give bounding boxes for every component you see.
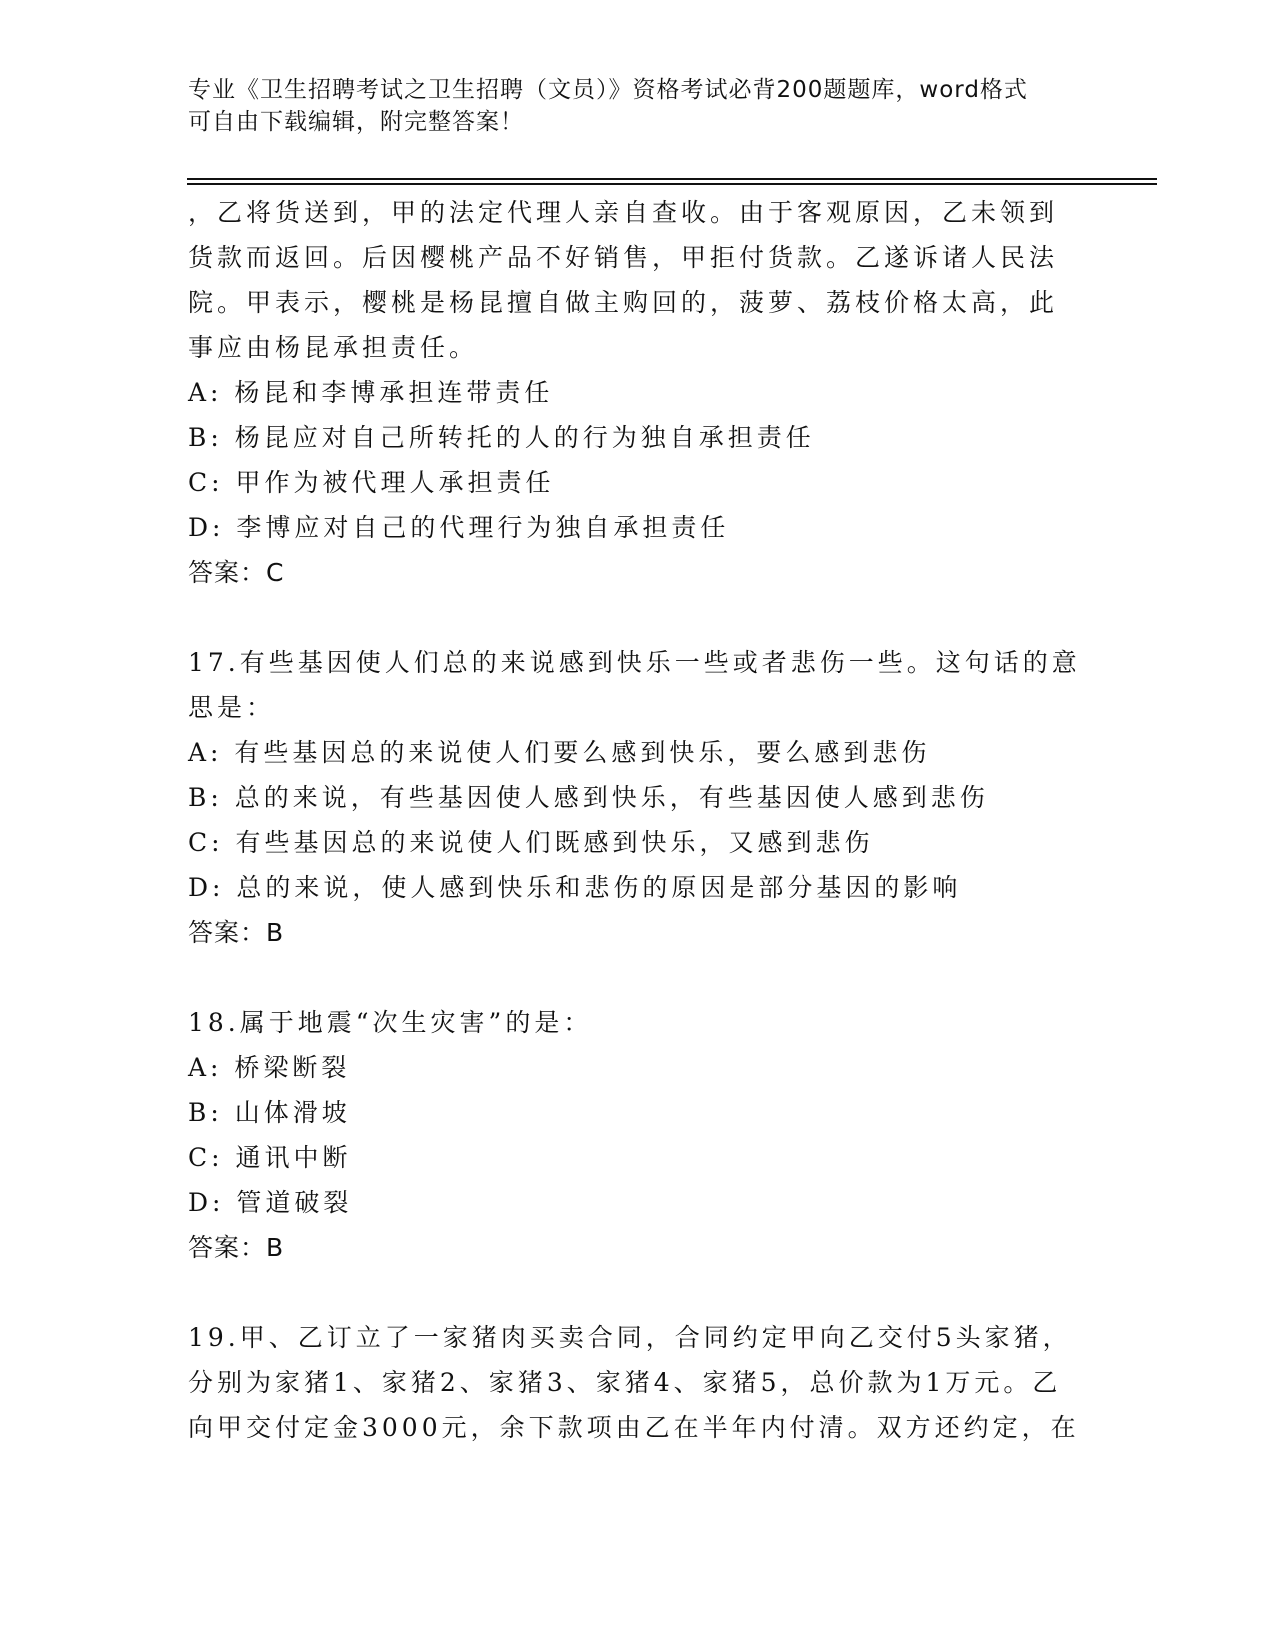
question-16-option-d: D: 李博应对自己的代理行为独自承担责任 [188, 513, 730, 542]
question-17-option-d: D: 总的来说，使人感到快乐和悲伤的原因是部分基因的影响 [188, 873, 962, 902]
question-18-option-a: A: 桥梁断裂 [188, 1053, 351, 1082]
question-18-option-c: C: 通讯中断 [188, 1143, 352, 1172]
question-17-text-line: 思是： [188, 693, 276, 722]
question-18-option-b: B: 山体滑坡 [188, 1098, 351, 1127]
question-18 [188, 1000, 1088, 1270]
section-spacer [188, 955, 1088, 1000]
question-17-text-line: 17.有些基因使人们总的来说感到快乐一些或者悲伤一些。这句话的意 [188, 648, 1081, 677]
question-19 [188, 1315, 1088, 1450]
question-19-text-line: 分别为家猪1、家猪2、家猪3、家猪4、家猪5，总价款为1万元。乙 [188, 1368, 1062, 1397]
question-16-text-line: 事应由杨昆承担责任。 [188, 333, 479, 362]
question-17-option-b: B: 总的来说，有些基因使人感到快乐，有些基因使人感到悲伤 [188, 783, 989, 812]
question-16-option-c: C: 甲作为被代理人承担责任 [188, 468, 555, 497]
question-19-text-line: 19.甲、乙订立了一家猪肉买卖合同，合同约定甲向乙交付5头家猪， [188, 1323, 1072, 1352]
section-spacer [188, 595, 1088, 640]
question-16 [188, 190, 1088, 595]
question-16-option-b: B: 杨昆应对自己所转托的人的行为独自承担责任 [188, 423, 815, 452]
question-18-answer: 答案：B [188, 1233, 285, 1262]
header-title-line-1: 专业《卫生招聘考试之卫生招聘（文员）》资格考试必背200题题库，word格式 [188, 77, 1028, 103]
question-18-option-d: D: 管道破裂 [188, 1188, 353, 1217]
header-divider-bottom [187, 183, 1157, 185]
document-header [188, 74, 1088, 138]
question-16-text-line: 货款而返回。后因樱桃产品不好销售，甲拒付货款。乙遂诉诸人民法 [188, 243, 1059, 272]
question-18-text-line: 18.属于地震“次生灾害”的是： [188, 1008, 593, 1037]
question-16-text-line: 院。甲表示，樱桃是杨昆擅自做主购回的，菠萝、荔枝价格太高，此 [188, 288, 1059, 317]
header-title-line-2: 可自由下载编辑，附完整答案！ [188, 109, 524, 135]
question-16-answer: 答案：C [188, 558, 285, 587]
question-17 [188, 640, 1088, 955]
header-divider-top [187, 178, 1157, 180]
question-17-answer: 答案：B [188, 918, 285, 947]
question-16-option-a: A: 杨昆和李博承担连带责任 [188, 378, 554, 407]
section-spacer [188, 1270, 1088, 1315]
question-19-text-line: 向甲交付定金3000元，余下款项由乙在半年内付清。双方还约定，在 [188, 1413, 1080, 1442]
question-16-text-line: ，乙将货送到，甲的法定代理人亲自查收。由于客观原因，乙未领到 [188, 198, 1059, 227]
question-content [188, 190, 1088, 1450]
question-17-option-c: C: 有些基因总的来说使人们既感到快乐，又感到悲伤 [188, 828, 874, 857]
question-17-option-a: A: 有些基因总的来说使人们要么感到快乐，要么感到悲伤 [188, 738, 931, 767]
